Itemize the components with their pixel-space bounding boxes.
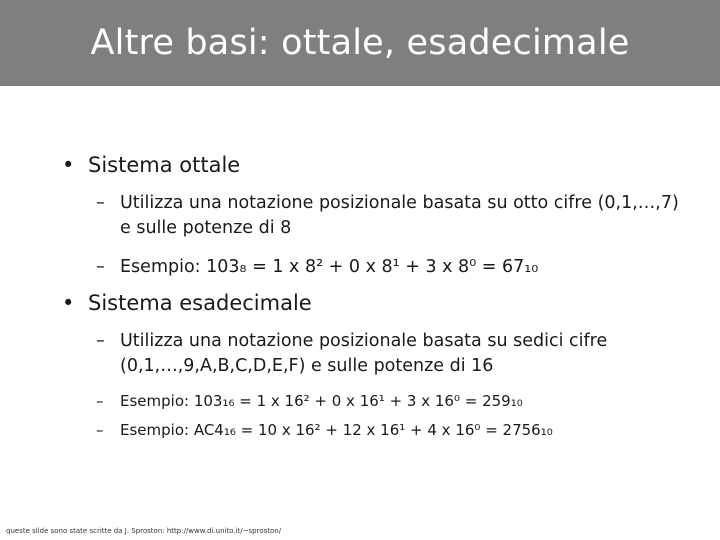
bullet-dot-icon: • <box>62 153 75 177</box>
dash-icon: – <box>96 421 104 439</box>
bullet-label: Sistema ottale <box>88 153 241 177</box>
sub-item-text: Utilizza una notazione posizionale basata su otto cifre (0,1,…,7) e sulle potenze di 8 <box>120 193 679 238</box>
sub-item-text: Esempio: AC4₁₆ = 10 x 16² + 12 x 16¹ + 4 x 16⁰ = 2756₁₀ <box>120 421 553 439</box>
slide-title: Altre basi: ottale, esadecimale <box>90 23 630 63</box>
title-bar <box>0 0 720 86</box>
sub-item-text: Esempio: 103₈ = 1 x 8² + 0 x 8¹ + 3 x 8⁰ = 67₁₀ <box>120 257 539 277</box>
slide-footer: queste slide sono state scritte da J. Sproston: http://www.di.unito.it/~sproston/ <box>6 527 282 535</box>
dash-icon: – <box>96 193 105 213</box>
sub-item-text: Utilizza una notazione posizionale basata su sedici cifre (0,1,…,9,A,B,C,D,E,F) e sulle potenze di 16 <box>120 331 608 376</box>
dash-icon: – <box>96 331 105 351</box>
bullet-label: Sistema esadecimale <box>88 291 312 315</box>
bullet-dot-icon: • <box>62 291 75 315</box>
dash-icon: – <box>96 257 105 277</box>
dash-icon: – <box>96 392 104 410</box>
sub-item-text: Esempio: 103₁₆ = 1 x 16² + 0 x 16¹ + 3 x 16⁰ = 259₁₀ <box>120 392 523 410</box>
